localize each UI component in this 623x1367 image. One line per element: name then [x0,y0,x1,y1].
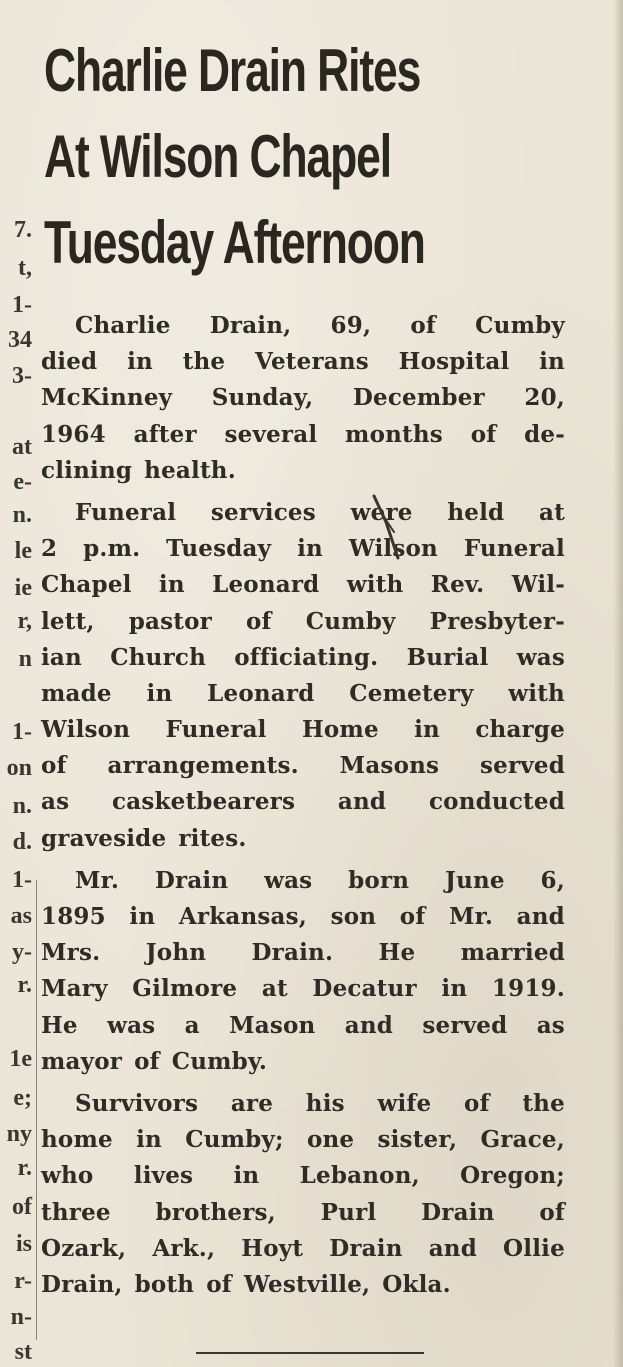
column-fragment: ie [14,575,32,601]
text-line: Survivors are his wife of the [75,1089,565,1117]
text-line: three brothers, Purl Drain of [41,1198,565,1226]
column-fragment: r, [17,608,32,634]
paragraph-3 [41,867,565,1084]
column-fragment: e; [13,1085,32,1111]
column-fragment: r. [17,972,32,998]
text-line: graveside rites. [41,824,247,852]
text-line: died in the Veterans Hospital in [41,348,565,376]
text-line: Charlie Drain, 69, of Cumby [75,312,565,339]
paragraph-2 [41,499,565,861]
pen-mark-icon [372,492,402,562]
column-fragment: 1- [12,867,32,893]
column-fragment: st [14,1339,32,1365]
column-fragment: n. [12,502,32,528]
text-line: Funeral services were held at [75,498,565,526]
headline-line-3: Tuesday Afternoon [44,209,425,276]
column-fragment: r. [17,1155,32,1181]
column-fragment: 1- [12,292,32,318]
column-fragment: 7. [14,217,32,243]
text-line: 1964 after several months of de- [41,420,565,448]
page-edge-shadow [613,0,623,1367]
text-line: of arrangements. Masons served [41,752,565,780]
text-line: Ozark, Ark., Hoyt Drain and Ollie [41,1234,565,1262]
column-fragment: y- [12,939,32,965]
text-line: Mr. Drain was born June 6, [75,866,565,894]
column-fragment: 1e [9,1046,32,1072]
text-line: McKinney Sunday, December 20, [41,384,565,412]
headline-line-2: At Wilson Chapel [44,123,391,190]
column-fragment: ny [6,1121,32,1147]
text-line: Drain, both of Westville, Okla. [41,1270,451,1298]
text-line: 1895 in Arkansas, son of Mr. and [41,903,565,930]
column-fragment: on [6,755,32,781]
column-fragment: as [10,903,32,929]
column-fragment: e- [13,469,32,495]
text-line: Mary Gilmore at Decatur in 1919. [41,975,565,1003]
headline-line-1: Charlie Drain Rites [44,37,421,104]
text-line: as casketbearers and conducted [41,788,565,816]
column-fragment: 1- [12,719,32,745]
text-line: mayor of Cumby. [41,1047,268,1075]
text-line: Chapel in Leonard with Rev. Wil- [41,571,565,599]
paragraph-4 [41,1090,565,1307]
text-line: Wilson Funeral Home in charge [41,716,565,744]
text-line: ian Church officiating. Burial was [41,643,565,671]
column-fragment: n- [10,1304,32,1330]
text-line: He was a Mason and served as [41,1011,565,1039]
text-line: 2 p.m. Tuesday in Wilson Funeral [41,535,565,563]
text-line: made in Leonard Cemetery with [41,679,565,707]
column-fragment: le [14,538,32,564]
article-end-rule [196,1352,424,1354]
text-line: Mrs. John Drain. He married [41,939,565,967]
headline [44,28,564,286]
column-fragment: n [18,646,32,672]
paragraph-1 [41,312,565,493]
column-fragment: 3- [12,363,32,389]
column-fragment: n. [12,793,32,819]
adjacent-column-fragments [0,0,34,1367]
column-fragment: d. [12,829,32,855]
text-line: clining health. [41,456,236,484]
column-fragment: is [15,1231,32,1257]
article-body [41,312,565,1313]
column-fragment: at [12,434,32,460]
text-line: who lives in Lebanon, Oregon; [41,1162,565,1190]
column-rule [36,880,37,1340]
column-fragment: 34 [8,327,32,353]
text-line: lett, pastor of Cumby Presbyter- [41,607,565,635]
text-line: home in Cumby; one sister, Grace, [41,1126,565,1154]
column-fragment: t, [18,255,32,281]
column-fragment: of [12,1194,32,1220]
column-fragment: r- [14,1268,32,1294]
